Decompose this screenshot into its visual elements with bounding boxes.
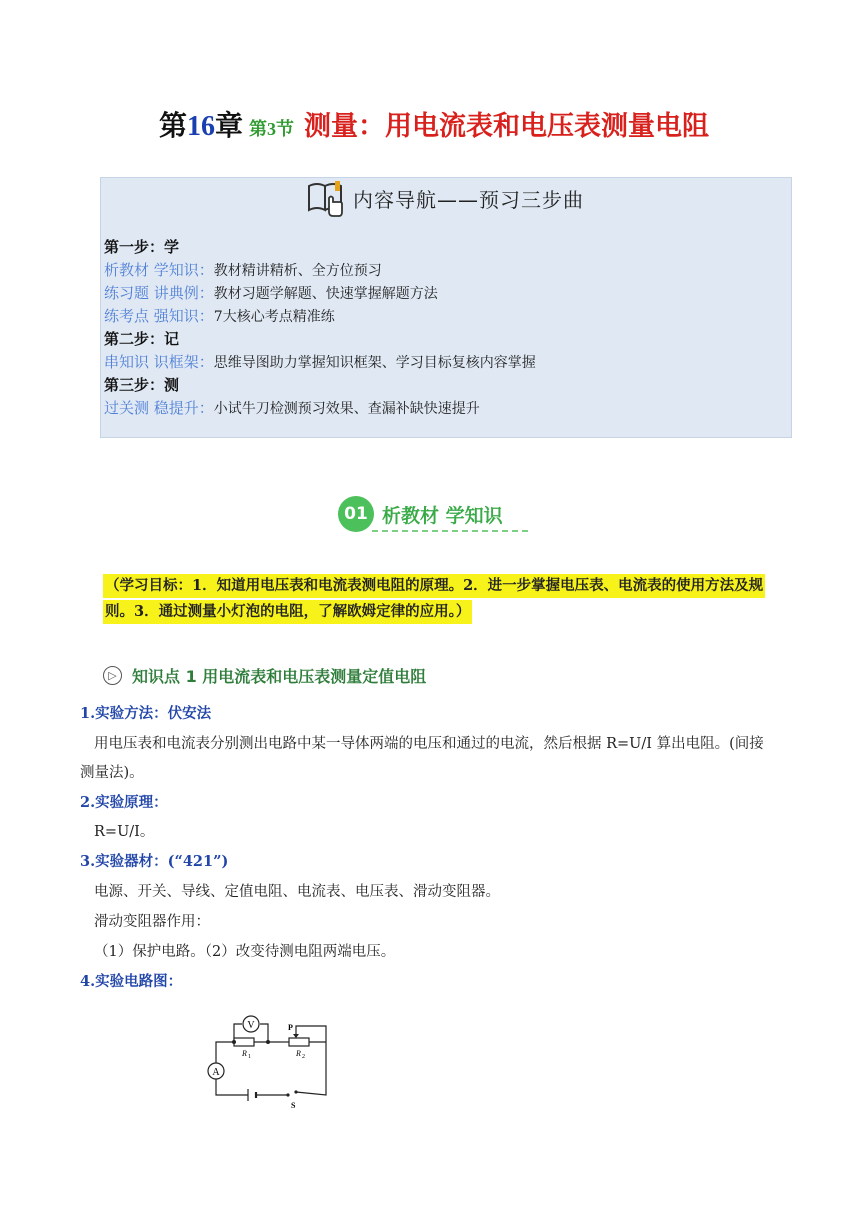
content-navigation-box (100, 177, 792, 438)
heading-method: 1.实验方法：伏安法 (80, 705, 212, 722)
resistor-r1 (234, 1038, 254, 1046)
section-number-badge: 01 (338, 496, 374, 532)
step-3: 第三步：测 (104, 376, 180, 394)
knowledge-point-heading (103, 664, 426, 687)
nav-row-label: 练考点 强知识： (104, 307, 214, 325)
page-title (0, 104, 868, 144)
chapter-number: 16 (187, 111, 215, 142)
circuit-diagram (200, 1012, 340, 1112)
step-2-line (104, 328, 536, 351)
r1-subscript: 1 (248, 1054, 251, 1060)
section-label (249, 119, 294, 140)
section-title: 析教材 学知识 (382, 504, 503, 527)
nav-row-desc: 思维导图助力掌握知识框架、学习目标复核内容掌握 (213, 355, 536, 371)
step-2: 第二步：记 (104, 330, 180, 348)
section-suffix: 节 (276, 119, 295, 140)
r2-subscript: 2 (302, 1054, 305, 1060)
chapter-suffix: 章 (215, 109, 244, 142)
paragraph-method-cont: 测量法)。 (80, 765, 144, 781)
step-1: 第一步：学 (104, 238, 180, 256)
knowledge-point-title: 知识点 1 用电流表和电压表测量定值电阻 (132, 667, 427, 686)
goal-line-1: （学习目标：1．知道用电压表和电流表测电阻的原理。2．进一步掌握电压表、电流表的使用方法及规 (103, 574, 765, 598)
resistor-r2 (289, 1038, 309, 1046)
paragraph-rheostat-role: 滑动变阻器作用： (94, 914, 210, 930)
section-badge (338, 496, 503, 532)
play-circle-icon: ▷ (103, 666, 122, 685)
nav-row-desc: 教材精讲精析、全方位预习 (213, 263, 382, 279)
heading-circuit-diagram: 4.实验电路图： (80, 973, 183, 990)
nav-row-5 (104, 397, 536, 420)
main-title: 测量：用电流表和电压表测量电阻 (304, 111, 710, 142)
nav-row-desc: 7大核心考点精准练 (213, 309, 335, 325)
nav-row-label: 过关测 稳提升： (104, 399, 214, 417)
ammeter-label: A (212, 1067, 220, 1078)
section-underline (372, 530, 528, 532)
r2-label: R (296, 1049, 301, 1058)
nav-row-3 (104, 305, 536, 328)
book-hand-icon (305, 178, 349, 218)
voltmeter-label: V (247, 1020, 255, 1031)
paragraph-rheostat-functions: （1）保护电路。（2）改变待测电阻两端电压。 (94, 944, 396, 960)
nav-row-label: 练习题 讲典例： (104, 284, 214, 302)
chapter-prefix: 第 (158, 109, 187, 142)
heading-principle: 2.实验原理： (80, 794, 168, 811)
slider-label: P (288, 1023, 293, 1032)
nav-row-4 (104, 351, 536, 374)
nav-title: 内容导航——预习三步曲 (353, 187, 584, 212)
nav-row-desc: 小试牛刀检测预习效果、查漏补缺快速提升 (213, 401, 480, 417)
paragraph-equipment: 电源、开关、导线、定值电阻、电流表、电压表、滑动变阻器。 (94, 884, 500, 900)
switch-label: S (291, 1101, 296, 1110)
learning-goal (103, 574, 793, 624)
heading-equipment: 3.实验器材：(“421”) (80, 853, 229, 870)
nav-row-label: 析教材 学知识： (104, 261, 214, 279)
section-number: 3 (267, 119, 277, 139)
nav-row-1 (104, 259, 536, 282)
nav-row-2 (104, 282, 536, 305)
paragraph-method: 用电压表和电流表分别测出电路中某一导体两端的电压和通过的电流，然后根据 R=U/I 算出电阻。(间接 (94, 736, 764, 752)
goal-line-2: 则。3．通过测量小灯泡的电阻，了解欧姆定律的应用。） (103, 600, 472, 624)
nav-row-label: 串知识 识框架： (104, 353, 214, 371)
section-prefix: 第 (249, 119, 268, 140)
paragraph-principle: R=U/I。 (94, 824, 155, 840)
r1-label: R (242, 1049, 247, 1058)
step-3-line (104, 374, 536, 397)
step-1-line (104, 236, 536, 259)
nav-header (305, 178, 584, 218)
nav-lines (104, 236, 536, 420)
nav-row-desc: 教材习题学解题、快速掌握解题方法 (213, 286, 438, 302)
